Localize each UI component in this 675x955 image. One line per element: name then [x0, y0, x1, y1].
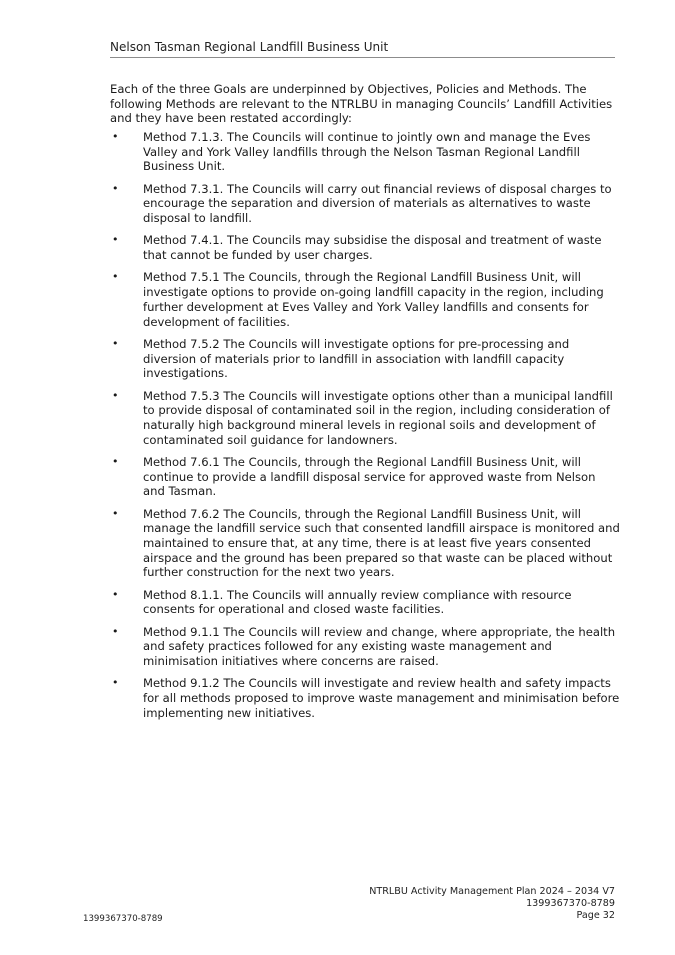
running-header — [110, 40, 615, 58]
list-item — [110, 676, 620, 720]
bullet-icon: • — [112, 181, 119, 195]
intro-paragraph: Each of the three Goals are underpinned by Objectives, Policies and Methods. The following Methods are relevant to the NTRLBU in managing Councils’ Landfill Activities and they have been restated accordingly: — [110, 82, 613, 126]
bullet-icon: • — [112, 624, 119, 638]
list-item — [110, 389, 620, 448]
method-text: Method 8.1.1. The Councils will annually review compliance with resource consents for operational and closed waste facilities. — [143, 587, 572, 617]
list-item — [110, 625, 620, 669]
method-text: Method 7.5.2 The Councils will investigate options for pre-processing and diversion of materials prior to landfill in association with landfill capacity investigations. — [143, 336, 570, 381]
header-title: Nelson Tasman Regional Landfill Business Unit — [110, 40, 389, 54]
list-item — [110, 507, 620, 581]
bullet-icon: • — [112, 454, 119, 468]
bullet-icon: • — [112, 270, 119, 284]
method-text: Method 7.1.3. The Councils will continue to jointly own and manage the Eves Valley and York Valley landfills through the Nelson Tasman Regional Landfill Business Unit. — [143, 130, 591, 174]
method-text: Method 7.5.1 The Councils, through the Regional Landfill Business Unit, will investigate options to provide on-going landfill capacity in the region, including further development at Eves Valley and York Valley landfills and consents for development of facilities. — [143, 270, 604, 329]
footer-doc-title: NTRLBU Activity Management Plan 2024 – 2034 V7 — [369, 886, 615, 897]
method-text: Method 9.1.1 The Councils will review and change, where appropriate, the health and safety practices followed for any existing waste management and minimisation initiatives where concerns are raised. — [143, 624, 616, 669]
bullet-icon: • — [112, 587, 119, 601]
list-item — [110, 270, 620, 329]
list-item — [110, 182, 620, 226]
bullet-icon: • — [112, 336, 119, 350]
list-item — [110, 455, 620, 499]
footer-doc-number: 1399367370-8789 — [526, 897, 615, 909]
list-item — [110, 337, 620, 381]
list-item — [110, 233, 620, 262]
list-item — [110, 588, 620, 617]
bullet-icon: • — [112, 676, 119, 690]
page-footer — [369, 886, 615, 921]
method-text: Method 7.5.3 The Councils will investigate options other than a municipal landfill to provide disposal of contaminated soil in the region, including consideration of naturally high background mineral levels in regional soils and development of contaminated soil guidance for landowners. — [143, 388, 613, 447]
method-text: Method 7.6.1 The Councils, through the Regional Landfill Business Unit, will continue to provide a landfill disposal service for approved waste from Nelson and Tasman. — [143, 454, 596, 499]
bullet-icon: • — [112, 388, 119, 402]
methods-list — [110, 130, 620, 728]
method-text: Method 7.4.1. The Councils may subsidise the disposal and treatment of waste that cannot be funded by user charges. — [143, 233, 602, 263]
bullet-icon: • — [112, 506, 119, 520]
bullet-icon: • — [112, 233, 119, 247]
method-text: Method 9.1.2 The Councils will investigate and review health and safety impacts for all methods proposed to improve waste management and minimisation before implementing new initiatives. — [143, 676, 620, 720]
footer-document-id: 1399367370-8789 — [83, 914, 163, 924]
method-text: Method 7.6.2 The Councils, through the Regional Landfill Business Unit, will manage the landfill service such that consented landfill airspace is monitored and maintained to ensure that, at any time, there is at least five years consented airspace and the ground has been prepared so that waste can be placed without further construction for the next two years. — [143, 506, 620, 580]
page-number: Page 32 — [576, 909, 615, 921]
list-item — [110, 130, 620, 174]
method-text: Method 7.3.1. The Councils will carry out financial reviews of disposal charges to encourage the separation and diversion of materials as alternatives to waste disposal to landfill. — [143, 181, 612, 226]
bullet-icon: • — [112, 130, 119, 143]
